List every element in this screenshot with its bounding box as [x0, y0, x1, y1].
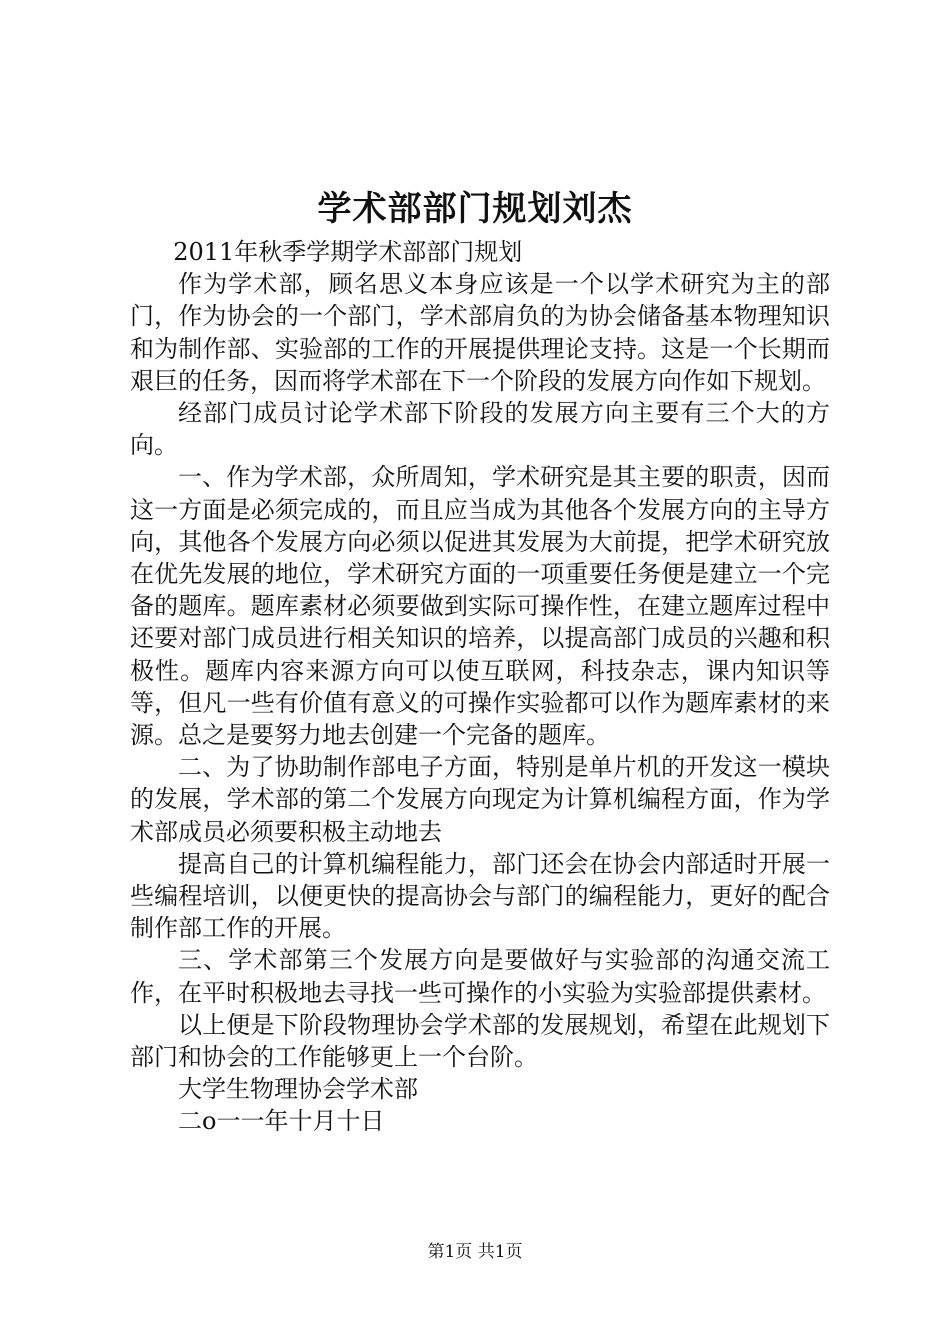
paragraph-direction-one: 一、作为学术部，众所周知，学术研究是其主要的职责，因而这一方面是必须完成的，而且应当成为其他各个发展方向的主导方向，其他各个发展方向必须以促进其发展为大前提，把学术研究放在优先发展的地位，学术研究方面的一项重要任务便是建立一个完备的题库。题库素材必须要做到实际可操作性，在建立题库过程中还要对部门成员进行相关知识的培养，以提高部门成员的兴趣和积极性。题库内容来源方向可以使互联网，科技杂志，课内知识等等，但凡一些有价值有意义的可操作实验都可以作为题库素材的来源。总之是要努力地去创建一个完备的题库。 [130, 463, 830, 750]
document-subtitle: 2011年秋季学期学术部部门规划 [173, 238, 523, 266]
paragraph-direction-two-cont: 提高自己的计算机编程能力，部门还会在协会内部适时开展一些编程培训，以便更快的提高协会与部门的编程能力，更好的配合制作部工作的开展。 [130, 849, 830, 943]
signature: 大学生物理协会学术部 [178, 1075, 418, 1104]
paragraph-conclusion: 以上便是下阶段物理协会学术部的发展规划，希望在此规划下部门和协会的工作能够更上一个台阶。 [130, 1010, 830, 1072]
paragraph-direction-three: 三、学术部第三个发展方向是要做好与实验部的沟通交流工作，在平时积极地去寻找一些可操作的小实验为实验部提供素材。 [130, 946, 830, 1007]
paragraph-intro: 作为学术部，顾名思义本身应该是一个以学术研究为主的部门，作为协会的一个部门，学术部肩负的为协会储备基本物理知识和为制作部、实验部的工作的开展提供理论支持。这是一个长期而艰巨的任务，因而将学术部在下一个阶段的发展方向作如下规划。 [130, 270, 830, 395]
document-body [130, 236, 830, 1138]
document-date: 二o一一年十月十日 [178, 1107, 385, 1136]
paragraph-directions: 经部门成员讨论学术部下阶段的发展方向主要有三个大的方向。 [130, 399, 830, 460]
document-title: 学术部部门规划刘杰 [317, 189, 633, 229]
page-footer: 第1页 共1页 [427, 1242, 523, 1262]
paragraph-direction-two: 二、为了协助制作部电子方面，特别是单片机的开发这一模块的发展，学术部的第二个发展方向现定为计算机编程方面，作为学术部成员必须要积极主动地去 [130, 753, 830, 846]
